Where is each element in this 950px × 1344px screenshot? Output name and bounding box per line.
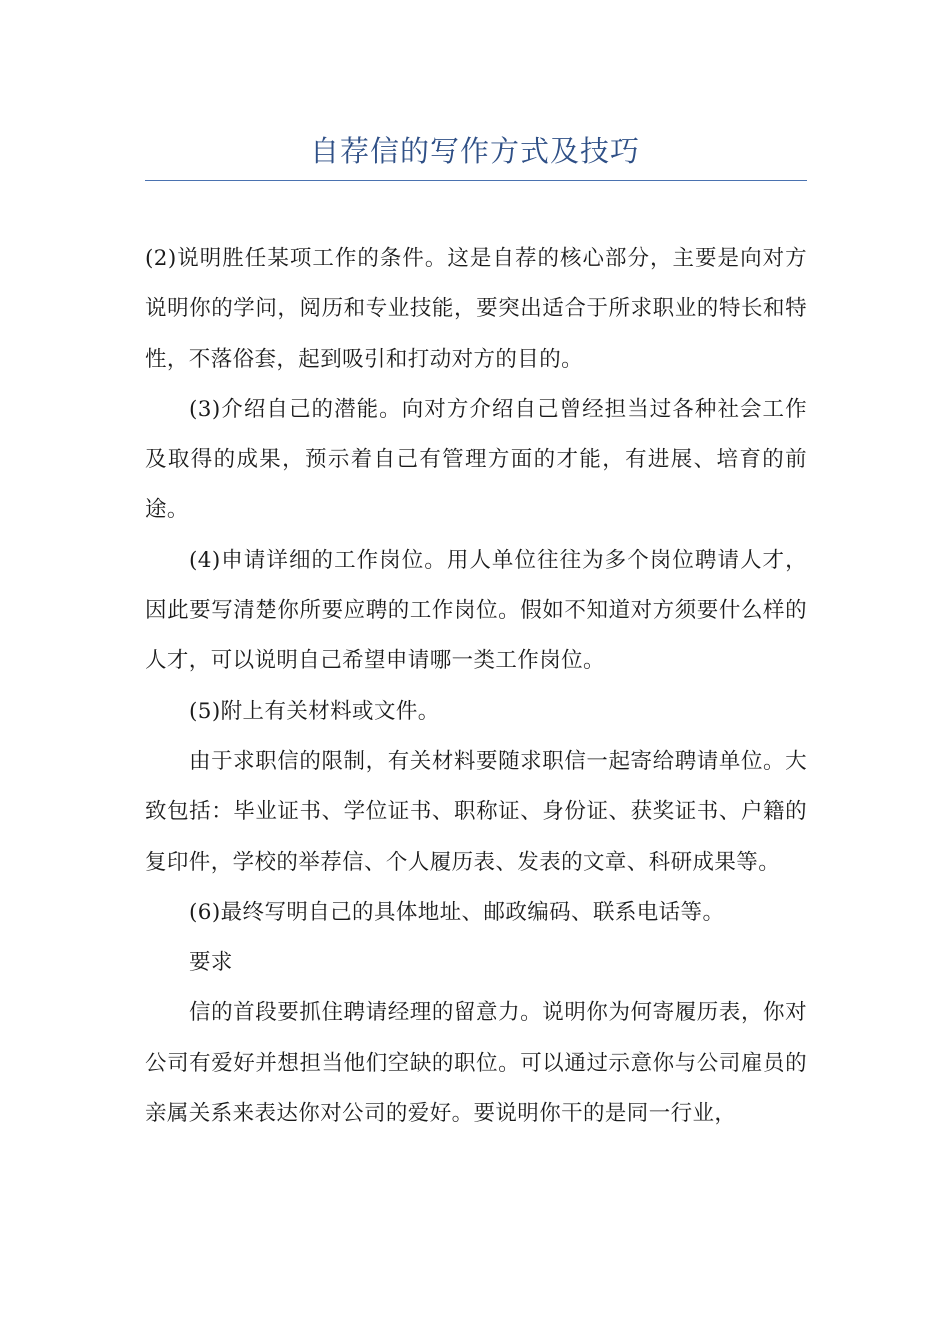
title-underline — [145, 180, 807, 181]
paragraph-requirements-heading: 要求 — [189, 950, 233, 976]
paragraph-materials: 由于求职信的限制，有关材料要随求职信一起寄给聘请单位。大致包括：毕业证书、学位证书、职称证、身份证、获奖证书、户籍的复印件，学校的举荐信、个人履历表、发表的文章、科研成果等。 — [145, 748, 807, 875]
paragraph-qualifications: (2)说明胜任某项工作的条件。这是自荐的核心部分，主要是向对方说明你的学问，阅历和专业技能，要突出适合于所求职业的特长和特性，不落俗套，起到吸引和打动对方的目的。 — [145, 246, 807, 372]
paragraph-position: (4)申请详细的工作岗位。用人单位往往为多个岗位聘请人才，因此要写清楚你所要应聘的工作岗位。假如不知道对方须要什么样的人才，可以说明自己希望申请哪一类工作岗位。 — [145, 547, 807, 674]
document-body — [145, 234, 807, 1139]
paragraph-opening: 信的首段要抓住聘请经理的留意力。说明你为何寄履历表，你对公司有爱好并想担当他们空缺的职位。可以通过示意你与公司雇员的亲属关系来表达你对公司的爱好。要说明你干的是同一行业， — [145, 1000, 807, 1127]
paragraph-attachments: (5)附上有关材料或文件。 — [189, 698, 440, 724]
document-title: 自荐信的写作方式及技巧 — [309, 134, 640, 168]
paragraph-contact: (6)最终写明自己的具体地址、邮政编码、联系电话等。 — [189, 899, 725, 925]
paragraph-potential: (3)介绍自己的潜能。向对方介绍自己曾经担当过各种社会工作及取得的成果，预示着自己有管理方面的才能，有进展、培育的前途。 — [145, 396, 807, 523]
